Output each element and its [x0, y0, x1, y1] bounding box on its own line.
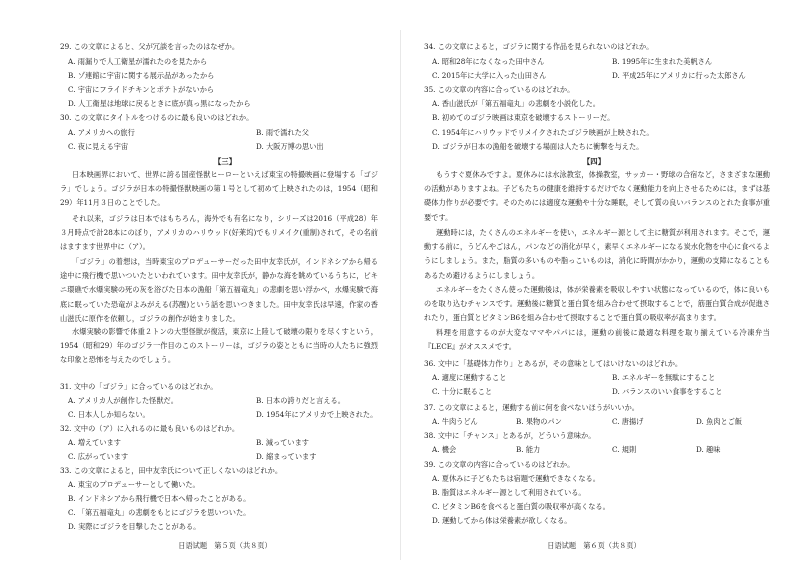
- q32-option-d: D. 縮まっています: [256, 452, 317, 461]
- passage-4-para-1: もうすぐ夏休みですよ。夏休みには水泳教室，体操教室，サッカー・野球の合宿など，さまざまな運動の活動がありますよね。子どもたちの健康を維持するだけでなく運動能力を向上させるためには，まずは基礎体力作りが必要です。そのためには適度な運動や十分な睡眠，そして質の良いバランスのとれた食事が重要です。: [424, 170, 770, 222]
- q37-option-a: A. 牛肉うどん: [432, 417, 478, 426]
- q32-option-b: B. 減っています: [256, 438, 309, 447]
- q34-stem: 34. この文章によると，ゴジラに関する作品を見られないのはどれか。: [424, 42, 654, 51]
- page-6: [400, 0, 800, 579]
- q39-stem: 39. この文章の内容に合っているのはどれか。: [424, 460, 575, 469]
- page-6-footer: 日语试题 第６页（共８页）: [547, 541, 641, 550]
- passage-4-para-4: 料理を用意するのが大変なママやパパには，運動の前後に最適な料理を取り揃えている冷凍弁当『LECE』がオススメです。: [424, 328, 770, 352]
- passage-3-para-1: 日本映画界において、世界に誇る国産怪獣ヒーローといえば東宝の特撮映画に登場する「ゴジラ」でしょう。ゴジラが日本の特撮怪獣映画の第１号として初めて上映されたのは，1954（昭和29）年11月３日のことでした。: [60, 170, 378, 208]
- q36-option-c: C. 十分に眠ること: [432, 387, 493, 396]
- q36-option-b: B. エネルギーを無駄にすること: [612, 373, 716, 382]
- q30-option-a: A. アメリカへの旅行: [68, 128, 135, 137]
- q37-option-b: B. 果物のパン: [516, 417, 562, 426]
- q35-option-c: C. 1954年にハリウッドでリメイクされたゴジラ映画が上映された。: [432, 128, 654, 137]
- q30-option-b: B. 雨で濡れた父: [256, 128, 309, 137]
- q38-stem: 38. 文中に「チャンス」とあるが，どういう意味か。: [424, 431, 596, 440]
- q29-stem: 29. この文章によると、父が冗談を言ったのはなぜか。: [60, 42, 240, 51]
- q32-option-c: C. 広がっています: [68, 452, 129, 461]
- q34-option-b: B. 1995年に生まれた美帆さん: [612, 57, 713, 66]
- q35-stem: 35. この文章の内容に合っているのはどれか。: [424, 85, 575, 94]
- q35-option-d: D. ゴジラが日本の漁船を破壊する場面は人たちに衝撃を与えた。: [432, 142, 644, 151]
- q37-option-d: D. 魚肉とご飯: [696, 417, 743, 426]
- q31-stem: 31. 文中の「ゴジラ」に合っているのはどれか。: [60, 382, 218, 391]
- q29-option-a: A. 雨漏りで人工衛星が濡れたのを見たから: [68, 57, 208, 66]
- q35-option-b: B. 初めてのゴジラ映画は東京を破壊するストーリーだ。: [432, 113, 615, 122]
- passage-3-para-3: 「ゴジラ」の着想は，当時東宝のプロデューサーだった田中友幸氏が，インドネシアから帰る途中に飛行機で思いついたといわれています。田中友幸氏が，静かな海を眺めているうちに，ビキニ環礁で水爆実験の死の灰を浴びた日本の漁船「第五福竜丸」の悲劇を思い浮かべ，水爆実験で海底に眠っていた恐竜がよみがえる(苏醒)という話を思いつきました。田中友幸氏は早速，作家の香山滋氏に原作を依頼し，ゴジラの創作が始まりました。: [60, 257, 378, 323]
- passage-4-para-3: エネルギーをたくさん使った運動後は，体が栄養素を吸収しやすい状態になっているので，体に良いものを取り込むチャンスです。運動後に糖質と蛋白質を組み合わせて摂取することで，筋蛋白質合成が促進されたり，蛋白質とビタミンB6を組み合わせて摂取することで蛋白質の吸収率が高まります。: [424, 285, 770, 323]
- q38-option-a: A. 機会: [432, 445, 457, 454]
- q33-stem: 33. この文章によると，田中友幸氏について正しくないのはどれか。: [60, 466, 283, 475]
- q39-option-a: A. 夏休みに子どもたちは宿題で運動できなくなる。: [432, 474, 600, 483]
- section-3-header: 【三】: [213, 157, 237, 166]
- passage-3-para-4: 水爆実験の影響で体重２トンの大型怪獣が復活，東京に上陸して破壊の限りを尽くすという，1954（昭和29）年のゴジラ一作目のこのストーリーは，ゴジラの姿とともに当時の人たちに強烈な印象と恐怖を与えたのでしょう。: [60, 327, 378, 365]
- q37-stem: 37. この文章によると，運動する前に何を食べないほうがいいか。: [424, 403, 639, 412]
- q33-option-c: C. 「第五福竜丸」の悲劇をもとにゴジラを思いついた。: [68, 508, 251, 517]
- q36-option-d: D. バランスのいい食事をすること: [612, 387, 723, 396]
- q36-stem: 36. 文中に「基礎体力作り」とあるが，その意味としてはいけないのはどれか。: [424, 359, 683, 368]
- q31-option-a: A. アメリカ人が創作した怪獣だ。: [68, 396, 178, 405]
- passage-3-para-2: それ以来，ゴジラは日本ではもちろん，海外でも有名になり，シリーズは2016（平成28）年３月時点で計28本にのぼり，アメリカのハリウッド(好莱坞)でもリメイク(重制)されて，その名前はますます世界中に（ア）。: [60, 214, 378, 252]
- page-5-footer: 日语试题 第５页（共８页）: [178, 541, 272, 550]
- q29-option-b: B. ゾ連館に宇宙に関する展示品があったから: [68, 71, 215, 80]
- q32-option-a: A. 増えています: [68, 438, 121, 447]
- q37-option-c: C. 唐揚げ: [612, 417, 644, 426]
- passage-4-para-2: 運動時には，たくさんのエネルギーを使い，エネルギー源として主に糖質が利用されます。そこで，運動する前に，うどんやごはん，パンなどの消化が早く，素早くエネルギーになる炭水化物を中心に食べるようにしましょう。また，脂質の多いものや脂っこいものは，消化に時間がかかり，運動の支障になることもあるため避けるようにしましょう。: [424, 228, 770, 280]
- q30-option-d: D. 大阪万博の思い出: [256, 142, 324, 151]
- q31-option-b: B. 日本の誇りだと言える。: [256, 396, 345, 405]
- q34-option-d: D. 平成25年にアメリカに行った太郎さん: [612, 71, 746, 80]
- q31-option-c: C. 日本人しか知らない。: [68, 410, 150, 419]
- q30-stem: 30. この文章にタイトルをつけるのに最も良いのはどれか。: [60, 113, 254, 122]
- q38-option-d: D. 趣味: [696, 445, 721, 454]
- q38-option-c: C. 規則: [612, 445, 637, 454]
- q36-option-a: A. 適度に運動すること: [432, 373, 507, 382]
- q38-option-b: B. 能力: [516, 445, 541, 454]
- q32-stem: 32. 文中の（ア）に入れるのに最も良いものはどれか。: [60, 424, 240, 433]
- q29-option-c: C. 宇宙にフライドチキンとポテトがないから: [68, 85, 215, 94]
- q33-option-b: B. インドネシアから飛行機で日本へ帰ったことがある。: [68, 494, 251, 503]
- q39-option-b: B. 脂質はエネルギー源として利用されている。: [432, 488, 586, 497]
- q39-option-c: C. ビタミンB6を食べると蛋白質の吸収率が高くなる。: [432, 502, 610, 511]
- q31-option-d: D. 1954年にアメリカで上映された。: [256, 410, 378, 419]
- q33-option-a: A. 東宝のプロデューサーとして働いた。: [68, 480, 200, 489]
- q34-option-a: A. 昭和28年になくなった田中さん: [432, 57, 545, 66]
- q34-option-c: C. 2015年に大学に入った山田さん: [432, 71, 547, 80]
- q33-option-d: D. 実際にゴジラを目撃したことがある。: [68, 522, 201, 531]
- q29-option-d: D. 人工衛星は地球に戻るときに底が真っ黒になったから: [68, 99, 251, 108]
- q35-option-a: A. 香山滋氏が「第五福竜丸」の悲劇を小説化した。: [432, 99, 600, 108]
- section-4-header: 【四】: [582, 157, 606, 166]
- q30-option-c: C. 夜に見える宇宙: [68, 142, 129, 151]
- q39-option-d: D. 運動してから体は栄養素が欲しくなる。: [432, 516, 572, 525]
